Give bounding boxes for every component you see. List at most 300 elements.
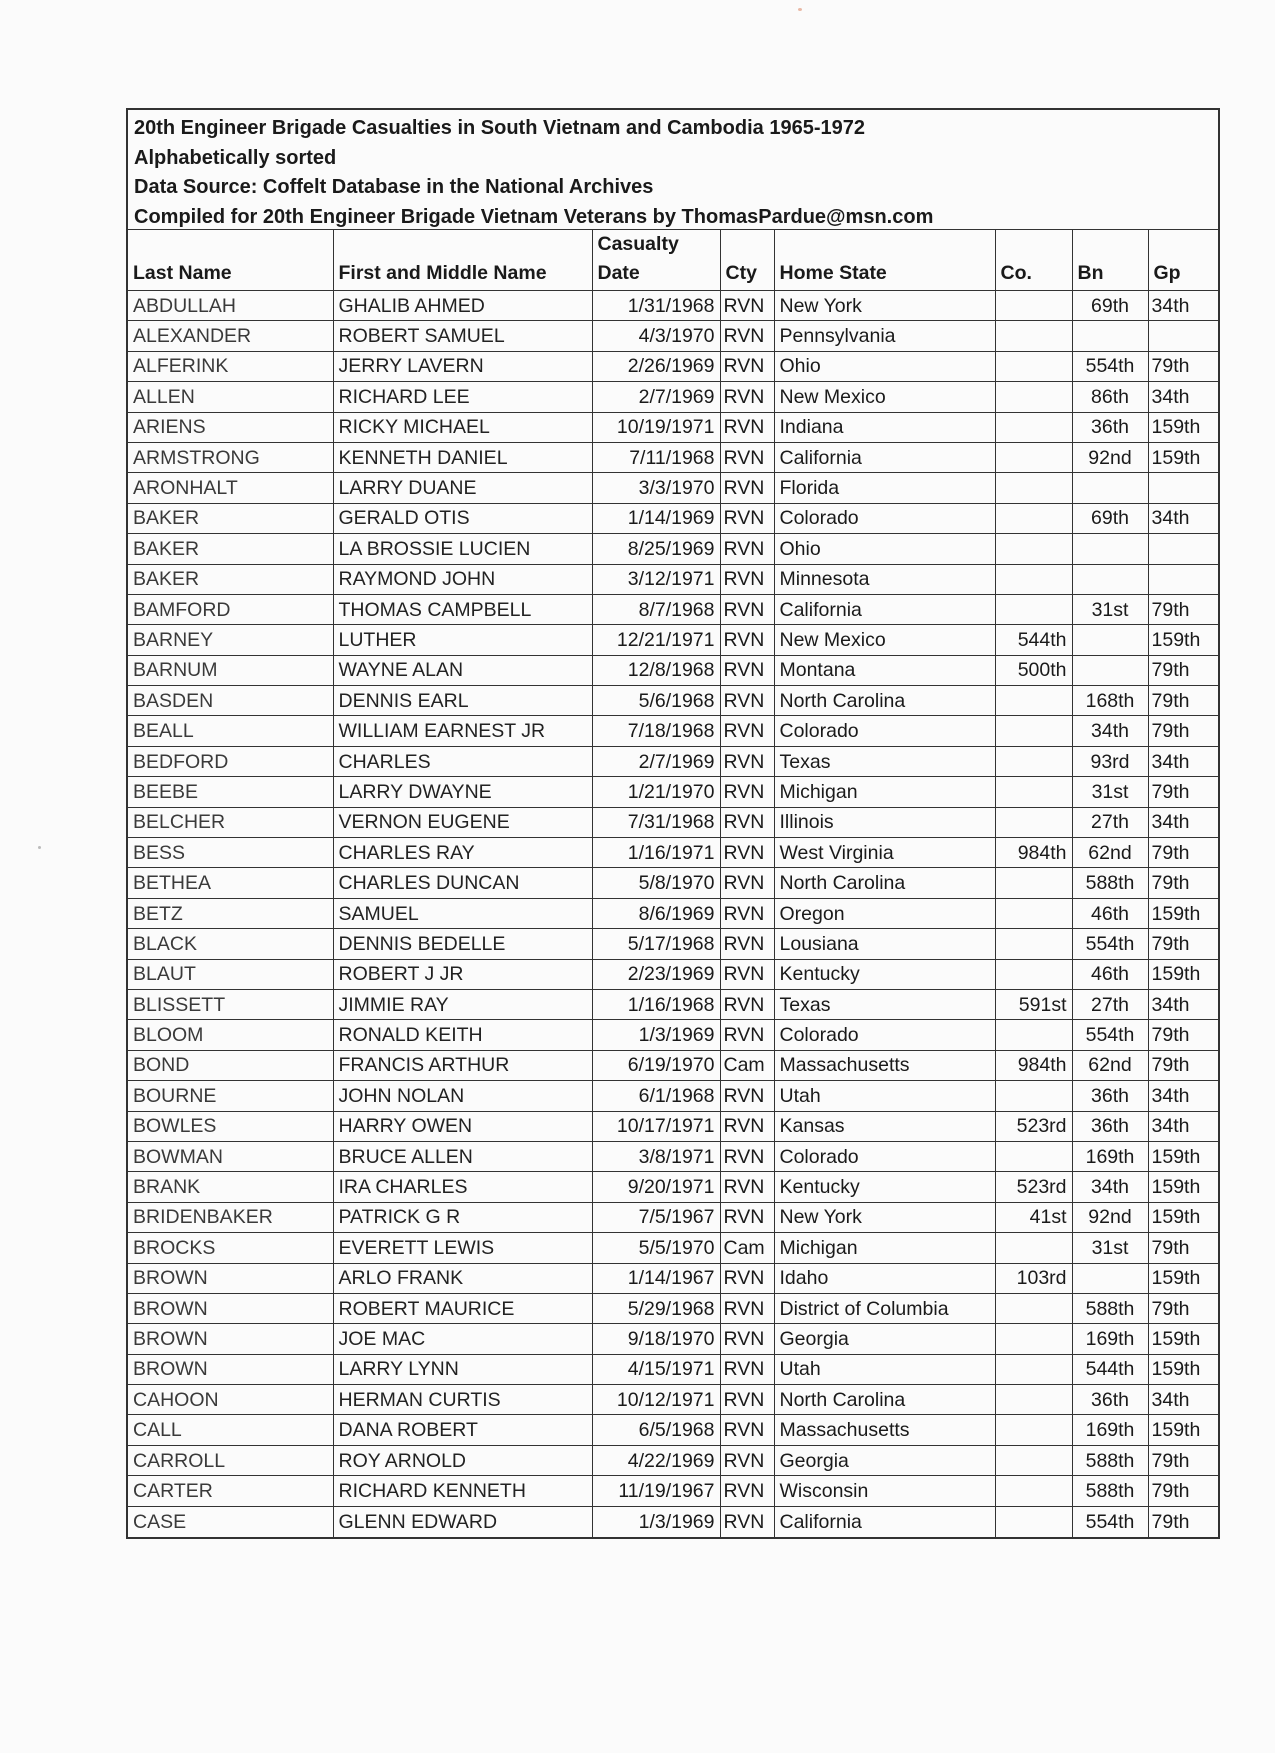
cell-country: RVN — [720, 686, 774, 716]
cell-country: RVN — [720, 594, 774, 624]
table-row — [128, 1111, 1218, 1141]
cell-first-name: PATRICK G R — [333, 1202, 592, 1232]
cell-battalion: 588th — [1072, 1476, 1148, 1506]
cell-battalion: 36th — [1072, 1385, 1148, 1415]
cell-country: RVN — [720, 625, 774, 655]
cell-home-state: California — [774, 1506, 995, 1536]
table-row — [128, 1050, 1218, 1080]
cell-company: 544th — [995, 625, 1072, 655]
cell-country: RVN — [720, 655, 774, 685]
cell-casualty-date: 7/18/1968 — [592, 716, 720, 746]
cell-home-state: Colorado — [774, 1141, 995, 1171]
cell-casualty-date: 8/6/1969 — [592, 898, 720, 928]
cell-battalion — [1072, 473, 1148, 503]
cell-casualty-date: 2/7/1969 — [592, 382, 720, 412]
col-header-group: Gp — [1148, 230, 1218, 291]
cell-casualty-date: 5/5/1970 — [592, 1233, 720, 1263]
cell-last-name: BRANK — [128, 1172, 333, 1202]
cell-first-name: CHARLES DUNCAN — [333, 868, 592, 898]
cell-company — [995, 442, 1072, 472]
cell-casualty-date: 5/6/1968 — [592, 686, 720, 716]
cell-first-name: ROY ARNOLD — [333, 1445, 592, 1475]
cell-first-name: WAYNE ALAN — [333, 655, 592, 685]
cell-casualty-date: 6/5/1968 — [592, 1415, 720, 1445]
table-row — [128, 503, 1218, 533]
cell-group: 79th — [1148, 594, 1218, 624]
table-row — [128, 1020, 1218, 1050]
cell-battalion — [1072, 564, 1148, 594]
cell-home-state: Michigan — [774, 1233, 995, 1263]
cell-first-name: HERMAN CURTIS — [333, 1385, 592, 1415]
cell-group: 79th — [1148, 1293, 1218, 1323]
cell-battalion — [1072, 1263, 1148, 1293]
cell-group: 79th — [1148, 686, 1218, 716]
cell-group: 79th — [1148, 777, 1218, 807]
cell-group: 79th — [1148, 838, 1218, 868]
cell-last-name: BOWMAN — [128, 1141, 333, 1171]
data-source-note: Data Source: Coffelt Database in the National Archives — [134, 176, 654, 198]
cell-group — [1148, 564, 1218, 594]
cell-group: 34th — [1148, 382, 1218, 412]
cell-last-name: BROWN — [128, 1293, 333, 1323]
cell-country: RVN — [720, 291, 774, 321]
cell-country: RVN — [720, 503, 774, 533]
table-row — [128, 1233, 1218, 1263]
cell-last-name: BAKER — [128, 534, 333, 564]
cell-group: 34th — [1148, 746, 1218, 776]
cell-casualty-date: 5/17/1968 — [592, 929, 720, 959]
cell-home-state: Georgia — [774, 1445, 995, 1475]
cell-battalion: 27th — [1072, 807, 1148, 837]
cell-casualty-date: 7/31/1968 — [592, 807, 720, 837]
cell-battalion: 169th — [1072, 1141, 1148, 1171]
table-row — [128, 564, 1218, 594]
cell-battalion: 169th — [1072, 1324, 1148, 1354]
cell-battalion: 554th — [1072, 351, 1148, 381]
cell-company — [995, 807, 1072, 837]
cell-casualty-date: 3/8/1971 — [592, 1141, 720, 1171]
cell-casualty-date: 4/3/1970 — [592, 321, 720, 351]
cell-company — [995, 777, 1072, 807]
cell-company — [995, 1385, 1072, 1415]
cell-first-name: DANA ROBERT — [333, 1415, 592, 1445]
cell-company — [995, 473, 1072, 503]
table-row — [128, 1081, 1218, 1111]
cell-battalion: 34th — [1072, 716, 1148, 746]
cell-last-name: BEALL — [128, 716, 333, 746]
header-row — [128, 230, 1218, 291]
cell-company — [995, 534, 1072, 564]
cell-home-state: North Carolina — [774, 686, 995, 716]
cell-country: RVN — [720, 1506, 774, 1536]
cell-home-state: District of Columbia — [774, 1293, 995, 1323]
cell-last-name: BASDEN — [128, 686, 333, 716]
table-row — [128, 1202, 1218, 1232]
cell-first-name: RICHARD KENNETH — [333, 1476, 592, 1506]
table-row — [128, 929, 1218, 959]
table-row — [128, 1415, 1218, 1445]
cell-last-name: BEEBE — [128, 777, 333, 807]
cell-country: RVN — [720, 777, 774, 807]
cell-last-name: BETZ — [128, 898, 333, 928]
cell-battalion: 554th — [1072, 929, 1148, 959]
cell-last-name: ALFERINK — [128, 351, 333, 381]
cell-company — [995, 868, 1072, 898]
table-row — [128, 1293, 1218, 1323]
cell-country: RVN — [720, 807, 774, 837]
cell-last-name: CAHOON — [128, 1385, 333, 1415]
cell-country: RVN — [720, 1172, 774, 1202]
table-row — [128, 655, 1218, 685]
cell-first-name: ROBERT SAMUEL — [333, 321, 592, 351]
cell-home-state: Illinois — [774, 807, 995, 837]
cell-home-state: North Carolina — [774, 1385, 995, 1415]
cell-first-name: DENNIS BEDELLE — [333, 929, 592, 959]
cell-first-name: ARLO FRANK — [333, 1263, 592, 1293]
cell-home-state: Colorado — [774, 1020, 995, 1050]
cell-country: Cam — [720, 1050, 774, 1080]
cell-home-state: Colorado — [774, 716, 995, 746]
cell-group: 79th — [1148, 1050, 1218, 1080]
cell-casualty-date: 2/26/1969 — [592, 351, 720, 381]
cell-battalion: 34th — [1072, 1172, 1148, 1202]
paper-speck — [38, 846, 41, 849]
table-row — [128, 716, 1218, 746]
cell-first-name: LARRY LYNN — [333, 1354, 592, 1384]
cell-company — [995, 564, 1072, 594]
cell-country: RVN — [720, 321, 774, 351]
cell-last-name: BEDFORD — [128, 746, 333, 776]
table-row — [128, 686, 1218, 716]
cell-first-name: RONALD KEITH — [333, 1020, 592, 1050]
casualty-sheet — [126, 108, 1220, 1539]
col-header-home-state: Home State — [774, 230, 995, 291]
cell-casualty-date: 2/7/1969 — [592, 746, 720, 776]
cell-battalion: 86th — [1072, 382, 1148, 412]
cell-battalion: 46th — [1072, 959, 1148, 989]
cell-home-state: North Carolina — [774, 868, 995, 898]
cell-casualty-date: 3/12/1971 — [592, 564, 720, 594]
cell-company — [995, 686, 1072, 716]
cell-group: 159th — [1148, 1263, 1218, 1293]
cell-home-state: Kentucky — [774, 1172, 995, 1202]
col-header-country: Cty — [720, 230, 774, 291]
cell-group: 79th — [1148, 868, 1218, 898]
casualty-table — [128, 229, 1218, 1537]
cell-battalion — [1072, 655, 1148, 685]
cell-home-state: Idaho — [774, 1263, 995, 1293]
cell-group: 79th — [1148, 351, 1218, 381]
table-row — [128, 1324, 1218, 1354]
col-header-battalion: Bn — [1072, 230, 1148, 291]
cell-home-state: Texas — [774, 746, 995, 776]
cell-group: 159th — [1148, 1415, 1218, 1445]
table-row — [128, 594, 1218, 624]
cell-home-state: Ohio — [774, 534, 995, 564]
cell-company — [995, 1293, 1072, 1323]
cell-country: RVN — [720, 838, 774, 868]
cell-home-state: Wisconsin — [774, 1476, 995, 1506]
cell-country: RVN — [720, 929, 774, 959]
table-row — [128, 1445, 1218, 1475]
cell-group: 159th — [1148, 1324, 1218, 1354]
cell-battalion: 31st — [1072, 777, 1148, 807]
col-header-first-name: First and Middle Name — [333, 230, 592, 291]
cell-company: 523rd — [995, 1172, 1072, 1202]
cell-battalion: 36th — [1072, 412, 1148, 442]
cell-group: 159th — [1148, 1172, 1218, 1202]
cell-company — [995, 1141, 1072, 1171]
cell-group: 34th — [1148, 1385, 1218, 1415]
cell-casualty-date: 1/14/1969 — [592, 503, 720, 533]
cell-last-name: BLOOM — [128, 1020, 333, 1050]
cell-last-name: BLACK — [128, 929, 333, 959]
sheet-header — [128, 110, 1218, 229]
cell-company: 984th — [995, 838, 1072, 868]
cell-group: 34th — [1148, 503, 1218, 533]
cell-group: 159th — [1148, 625, 1218, 655]
cell-country: RVN — [720, 1202, 774, 1232]
cell-group: 79th — [1148, 1233, 1218, 1263]
cell-group: 34th — [1148, 989, 1218, 1019]
table-row — [128, 1354, 1218, 1384]
cell-battalion: 36th — [1072, 1111, 1148, 1141]
cell-casualty-date: 2/23/1969 — [592, 959, 720, 989]
cell-first-name: ROBERT J JR — [333, 959, 592, 989]
cell-group: 79th — [1148, 1476, 1218, 1506]
cell-home-state: West Virginia — [774, 838, 995, 868]
cell-country: RVN — [720, 382, 774, 412]
cell-country: RVN — [720, 564, 774, 594]
table-row — [128, 989, 1218, 1019]
cell-first-name: SAMUEL — [333, 898, 592, 928]
cell-group: 79th — [1148, 1506, 1218, 1536]
cell-company: 591st — [995, 989, 1072, 1019]
cell-casualty-date: 7/11/1968 — [592, 442, 720, 472]
table-body — [128, 291, 1218, 1537]
cell-casualty-date: 10/19/1971 — [592, 412, 720, 442]
cell-country: RVN — [720, 351, 774, 381]
table-row — [128, 1476, 1218, 1506]
table-row — [128, 321, 1218, 351]
cell-battalion: 69th — [1072, 503, 1148, 533]
cell-casualty-date: 8/25/1969 — [592, 534, 720, 564]
cell-battalion: 36th — [1072, 1081, 1148, 1111]
cell-company — [995, 1233, 1072, 1263]
cell-battalion — [1072, 534, 1148, 564]
cell-country: RVN — [720, 534, 774, 564]
cell-casualty-date: 11/19/1967 — [592, 1476, 720, 1506]
cell-battalion: 46th — [1072, 898, 1148, 928]
cell-casualty-date: 12/8/1968 — [592, 655, 720, 685]
cell-battalion: 169th — [1072, 1415, 1148, 1445]
table-row — [128, 412, 1218, 442]
cell-group: 34th — [1148, 1081, 1218, 1111]
cell-first-name: JERRY LAVERN — [333, 351, 592, 381]
cell-group: 79th — [1148, 1020, 1218, 1050]
cell-last-name: ALEXANDER — [128, 321, 333, 351]
cell-group — [1148, 321, 1218, 351]
cell-company — [995, 594, 1072, 624]
table-row — [128, 442, 1218, 472]
cell-company: 41st — [995, 1202, 1072, 1232]
col-header-casualty-date — [592, 230, 720, 291]
cell-company — [995, 1445, 1072, 1475]
cell-country: RVN — [720, 868, 774, 898]
cell-company — [995, 746, 1072, 776]
cell-home-state: Colorado — [774, 503, 995, 533]
cell-country: RVN — [720, 1324, 774, 1354]
cell-battalion: 544th — [1072, 1354, 1148, 1384]
cell-home-state: California — [774, 442, 995, 472]
cell-casualty-date: 12/21/1971 — [592, 625, 720, 655]
cell-home-state: Oregon — [774, 898, 995, 928]
sheet-title: 20th Engineer Brigade Casualties in South Vietnam and Cambodia 1965-1972 — [134, 117, 865, 139]
cell-group: 79th — [1148, 716, 1218, 746]
cell-battalion: 93rd — [1072, 746, 1148, 776]
cell-first-name: KENNETH DANIEL — [333, 442, 592, 472]
table-row — [128, 838, 1218, 868]
cell-company — [995, 1020, 1072, 1050]
cell-last-name: BARNUM — [128, 655, 333, 685]
cell-company — [995, 1476, 1072, 1506]
cell-casualty-date: 6/19/1970 — [592, 1050, 720, 1080]
cell-first-name: EVERETT LEWIS — [333, 1233, 592, 1263]
cell-company — [995, 321, 1072, 351]
cell-group: 159th — [1148, 442, 1218, 472]
cell-group: 159th — [1148, 1354, 1218, 1384]
cell-last-name: BROWN — [128, 1263, 333, 1293]
cell-battalion: 554th — [1072, 1506, 1148, 1536]
cell-first-name: VERNON EUGENE — [333, 807, 592, 837]
cell-group: 34th — [1148, 291, 1218, 321]
cell-first-name: LUTHER — [333, 625, 592, 655]
cell-first-name: LARRY DUANE — [333, 473, 592, 503]
cell-home-state: Massachusetts — [774, 1415, 995, 1445]
table-row — [128, 807, 1218, 837]
cell-battalion: 588th — [1072, 1445, 1148, 1475]
cell-company: 523rd — [995, 1111, 1072, 1141]
table-row — [128, 534, 1218, 564]
cell-last-name: BLAUT — [128, 959, 333, 989]
cell-first-name: CHARLES RAY — [333, 838, 592, 868]
cell-casualty-date: 10/17/1971 — [592, 1111, 720, 1141]
cell-home-state: New York — [774, 291, 995, 321]
cell-home-state: Texas — [774, 989, 995, 1019]
cell-country: Cam — [720, 1233, 774, 1263]
cell-company — [995, 959, 1072, 989]
cell-casualty-date: 9/20/1971 — [592, 1172, 720, 1202]
cell-casualty-date: 1/21/1970 — [592, 777, 720, 807]
cell-last-name: CALL — [128, 1415, 333, 1445]
table-row — [128, 1172, 1218, 1202]
cell-last-name: BETHEA — [128, 868, 333, 898]
cell-group: 79th — [1148, 1445, 1218, 1475]
table-row — [128, 1263, 1218, 1293]
cell-country: RVN — [720, 1141, 774, 1171]
cell-battalion — [1072, 625, 1148, 655]
cell-home-state: Minnesota — [774, 564, 995, 594]
cell-last-name: BESS — [128, 838, 333, 868]
cell-country: RVN — [720, 716, 774, 746]
cell-home-state: Florida — [774, 473, 995, 503]
cell-casualty-date: 1/16/1968 — [592, 989, 720, 1019]
cell-group — [1148, 473, 1218, 503]
cell-first-name: BRUCE ALLEN — [333, 1141, 592, 1171]
cell-first-name: JIMMIE RAY — [333, 989, 592, 1019]
cell-country: RVN — [720, 1263, 774, 1293]
cell-group: 34th — [1148, 1111, 1218, 1141]
cell-home-state: Kentucky — [774, 959, 995, 989]
cell-last-name: BAKER — [128, 503, 333, 533]
table-row — [128, 625, 1218, 655]
cell-first-name: JOE MAC — [333, 1324, 592, 1354]
cell-battalion: 69th — [1072, 291, 1148, 321]
cell-first-name: RAYMOND JOHN — [333, 564, 592, 594]
cell-battalion: 92nd — [1072, 1202, 1148, 1232]
cell-first-name: ROBERT MAURICE — [333, 1293, 592, 1323]
cell-company — [995, 351, 1072, 381]
cell-home-state: California — [774, 594, 995, 624]
cell-last-name: BOURNE — [128, 1081, 333, 1111]
cell-last-name: BLISSETT — [128, 989, 333, 1019]
cell-country: RVN — [720, 1476, 774, 1506]
cell-battalion: 588th — [1072, 868, 1148, 898]
cell-company — [995, 503, 1072, 533]
cell-casualty-date: 5/8/1970 — [592, 868, 720, 898]
cell-country: RVN — [720, 442, 774, 472]
cell-casualty-date: 1/3/1969 — [592, 1020, 720, 1050]
sort-note: Alphabetically sorted — [134, 146, 337, 169]
cell-last-name: BROWN — [128, 1354, 333, 1384]
cell-country: RVN — [720, 1354, 774, 1384]
cell-country: RVN — [720, 1385, 774, 1415]
table-row — [128, 898, 1218, 928]
cell-battalion: 92nd — [1072, 442, 1148, 472]
col-header-date-line2: Date — [597, 262, 640, 284]
cell-casualty-date: 5/29/1968 — [592, 1293, 720, 1323]
cell-home-state: New Mexico — [774, 382, 995, 412]
cell-casualty-date: 7/5/1967 — [592, 1202, 720, 1232]
cell-company — [995, 1506, 1072, 1536]
cell-company — [995, 716, 1072, 746]
cell-casualty-date: 1/16/1971 — [592, 838, 720, 868]
col-header-last-name: Last Name — [128, 230, 333, 291]
cell-company — [995, 898, 1072, 928]
cell-country: RVN — [720, 1415, 774, 1445]
cell-company — [995, 412, 1072, 442]
table-row — [128, 473, 1218, 503]
cell-battalion: 62nd — [1072, 1050, 1148, 1080]
table-row — [128, 1506, 1218, 1536]
cell-home-state: Indiana — [774, 412, 995, 442]
cell-country: RVN — [720, 1445, 774, 1475]
col-header-company: Co. — [995, 230, 1072, 291]
cell-last-name: ARONHALT — [128, 473, 333, 503]
cell-home-state: Michigan — [774, 777, 995, 807]
cell-group: 159th — [1148, 1202, 1218, 1232]
table-row — [128, 291, 1218, 321]
table-row — [128, 959, 1218, 989]
paper-speck — [798, 8, 802, 11]
cell-last-name: CASE — [128, 1506, 333, 1536]
cell-group: 159th — [1148, 898, 1218, 928]
cell-last-name: BROWN — [128, 1324, 333, 1354]
cell-first-name: RICHARD LEE — [333, 382, 592, 412]
cell-casualty-date: 3/3/1970 — [592, 473, 720, 503]
cell-company — [995, 1415, 1072, 1445]
cell-group: 159th — [1148, 959, 1218, 989]
